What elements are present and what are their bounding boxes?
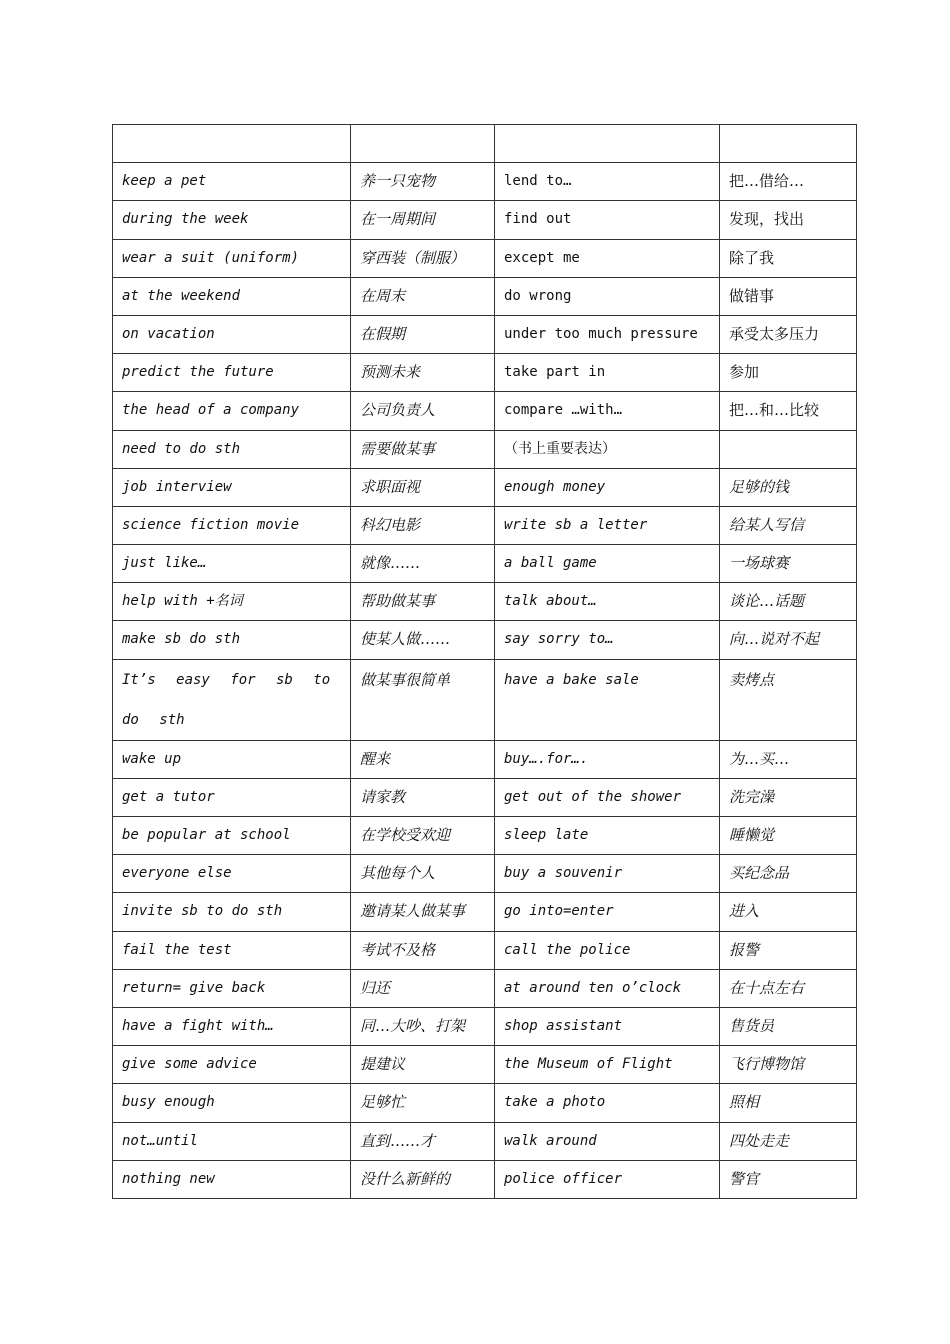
- table-row: [113, 1046, 857, 1084]
- table-row: [113, 315, 857, 353]
- table-row: [113, 354, 857, 392]
- table-row: [113, 659, 857, 740]
- english-phrase-cell: It’s easy for sb to do sth: [113, 659, 351, 740]
- chinese-meaning-cell: [720, 125, 857, 163]
- english-phrase-cell: say sorry to…: [495, 621, 720, 659]
- chinese-meaning-cell: 做某事很简单: [351, 659, 495, 740]
- chinese-meaning-cell: 使某人做……: [351, 621, 495, 659]
- table-row: [113, 468, 857, 506]
- chinese-meaning-cell: 一场球赛: [720, 545, 857, 583]
- english-phrase-cell: the Museum of Flight: [495, 1046, 720, 1084]
- table-row: [113, 430, 857, 468]
- chinese-meaning-cell: 预测未来: [351, 354, 495, 392]
- table-row: [113, 201, 857, 239]
- english-phrase-cell: a ball game: [495, 545, 720, 583]
- table-row: [113, 506, 857, 544]
- english-phrase-cell: shop assistant: [495, 1007, 720, 1045]
- table-row: [113, 163, 857, 201]
- english-phrase-cell: buy….for….: [495, 740, 720, 778]
- chinese-meaning-cell: 在周末: [351, 277, 495, 315]
- chinese-meaning-cell: 同…大吵、打架: [351, 1007, 495, 1045]
- english-phrase-cell: （书上重要表达）: [495, 430, 720, 468]
- table-row: [113, 545, 857, 583]
- english-phrase-cell: fail the test: [113, 931, 351, 969]
- chinese-meaning-cell: 飞行博物馆: [720, 1046, 857, 1084]
- chinese-meaning-cell: 照相: [720, 1084, 857, 1122]
- english-phrase-cell: find out: [495, 201, 720, 239]
- english-phrase-cell: buy a souvenir: [495, 855, 720, 893]
- table-row: [113, 778, 857, 816]
- vocabulary-table-body: [113, 125, 857, 1199]
- english-phrase-cell: keep a pet: [113, 163, 351, 201]
- english-phrase-cell: wear a suit (uniform): [113, 239, 351, 277]
- english-phrase-cell: have a fight with…: [113, 1007, 351, 1045]
- table-row: [113, 392, 857, 430]
- english-phrase-cell: do wrong: [495, 277, 720, 315]
- chinese-meaning-cell: 做错事: [720, 277, 857, 315]
- chinese-meaning-cell: 没什么新鲜的: [351, 1160, 495, 1198]
- chinese-meaning-cell: 养一只宠物: [351, 163, 495, 201]
- chinese-meaning-cell: 帮助做某事: [351, 583, 495, 621]
- english-phrase-cell: give some advice: [113, 1046, 351, 1084]
- chinese-meaning-cell: 求职面视: [351, 468, 495, 506]
- chinese-meaning-cell: 邀请某人做某事: [351, 893, 495, 931]
- chinese-meaning-cell: 公司负责人: [351, 392, 495, 430]
- english-phrase-cell: predict the future: [113, 354, 351, 392]
- english-phrase-cell: lend to…: [495, 163, 720, 201]
- english-phrase-cell: call the police: [495, 931, 720, 969]
- table-row: [113, 1007, 857, 1045]
- table-row: [113, 855, 857, 893]
- chinese-meaning-cell: 在假期: [351, 315, 495, 353]
- chinese-meaning-cell: 提建议: [351, 1046, 495, 1084]
- english-phrase-cell: help with +名词: [113, 583, 351, 621]
- table-row: [113, 893, 857, 931]
- chinese-meaning-cell: 归还: [351, 969, 495, 1007]
- table-row: [113, 125, 857, 163]
- english-phrase-cell: get out of the shower: [495, 778, 720, 816]
- chinese-meaning-cell: 睡懒觉: [720, 817, 857, 855]
- english-phrase-cell: police officer: [495, 1160, 720, 1198]
- chinese-meaning-cell: 洗完澡: [720, 778, 857, 816]
- chinese-meaning-cell: 发现，找出: [720, 201, 857, 239]
- chinese-meaning-cell: 除了我: [720, 239, 857, 277]
- english-phrase-cell: the head of a company: [113, 392, 351, 430]
- chinese-meaning-cell: 把…借给…: [720, 163, 857, 201]
- english-phrase-cell: during the week: [113, 201, 351, 239]
- chinese-meaning-cell: 参加: [720, 354, 857, 392]
- chinese-meaning-cell: 就像……: [351, 545, 495, 583]
- chinese-meaning-cell: 醒来: [351, 740, 495, 778]
- table-row: [113, 817, 857, 855]
- english-phrase-cell: go into=enter: [495, 893, 720, 931]
- english-phrase-cell: need to do sth: [113, 430, 351, 468]
- english-phrase-cell: sleep late: [495, 817, 720, 855]
- table-row: [113, 277, 857, 315]
- english-phrase-cell: just like…: [113, 545, 351, 583]
- english-phrase-cell: invite sb to do sth: [113, 893, 351, 931]
- chinese-meaning-cell: 警官: [720, 1160, 857, 1198]
- table-row: [113, 239, 857, 277]
- english-phrase-cell: everyone else: [113, 855, 351, 893]
- chinese-meaning-cell: 足够的钱: [720, 468, 857, 506]
- english-phrase-cell: job interview: [113, 468, 351, 506]
- english-phrase-cell: not…until: [113, 1122, 351, 1160]
- chinese-meaning-cell: 四处走走: [720, 1122, 857, 1160]
- english-phrase-cell: get a tutor: [113, 778, 351, 816]
- chinese-meaning-cell: 请家教: [351, 778, 495, 816]
- english-phrase-cell: take a photo: [495, 1084, 720, 1122]
- chinese-meaning-cell: [351, 125, 495, 163]
- english-phrase-cell: take part in: [495, 354, 720, 392]
- table-row: [113, 583, 857, 621]
- chinese-meaning-cell: 谈论…话题: [720, 583, 857, 621]
- chinese-meaning-cell: 把…和…比较: [720, 392, 857, 430]
- table-row: [113, 621, 857, 659]
- chinese-meaning-cell: 穿西装（制服）: [351, 239, 495, 277]
- english-phrase-cell: science fiction movie: [113, 506, 351, 544]
- english-phrase-cell: enough money: [495, 468, 720, 506]
- vocabulary-table: [112, 124, 857, 1199]
- chinese-meaning-cell: 足够忙: [351, 1084, 495, 1122]
- chinese-meaning-cell: 进入: [720, 893, 857, 931]
- chinese-meaning-cell: 给某人写信: [720, 506, 857, 544]
- chinese-meaning-cell: 卖烤点: [720, 659, 857, 740]
- english-phrase-cell: [495, 125, 720, 163]
- english-phrase-cell: at around ten o’clock: [495, 969, 720, 1007]
- english-phrase-cell: nothing new: [113, 1160, 351, 1198]
- english-phrase-cell: have a bake sale: [495, 659, 720, 740]
- chinese-meaning-cell: 科幻电影: [351, 506, 495, 544]
- table-row: [113, 1160, 857, 1198]
- table-row: [113, 1084, 857, 1122]
- english-phrase-cell: under too much pressure: [495, 315, 720, 353]
- table-row: [113, 931, 857, 969]
- english-phrase-cell: return= give back: [113, 969, 351, 1007]
- english-phrase-cell: make sb do sth: [113, 621, 351, 659]
- english-phrase-cell: busy enough: [113, 1084, 351, 1122]
- chinese-meaning-cell: 在学校受欢迎: [351, 817, 495, 855]
- chinese-meaning-cell: 向…说对不起: [720, 621, 857, 659]
- chinese-meaning-cell: 在一周期间: [351, 201, 495, 239]
- chinese-meaning-cell: 考试不及格: [351, 931, 495, 969]
- english-phrase-cell: wake up: [113, 740, 351, 778]
- table-row: [113, 1122, 857, 1160]
- english-phrase-cell: compare …with…: [495, 392, 720, 430]
- english-phrase-cell: walk around: [495, 1122, 720, 1160]
- english-phrase-cell: on vacation: [113, 315, 351, 353]
- chinese-meaning-cell: 买纪念品: [720, 855, 857, 893]
- chinese-meaning-cell: 需要做某事: [351, 430, 495, 468]
- table-row: [113, 740, 857, 778]
- english-phrase-cell: except me: [495, 239, 720, 277]
- english-phrase-cell: talk about…: [495, 583, 720, 621]
- chinese-meaning-cell: 为…买…: [720, 740, 857, 778]
- english-phrase-cell: [113, 125, 351, 163]
- english-phrase-cell: write sb a letter: [495, 506, 720, 544]
- english-phrase-cell: at the weekend: [113, 277, 351, 315]
- chinese-meaning-cell: 在十点左右: [720, 969, 857, 1007]
- chinese-meaning-cell: [720, 430, 857, 468]
- chinese-meaning-cell: 承受太多压力: [720, 315, 857, 353]
- table-row: [113, 969, 857, 1007]
- chinese-meaning-cell: 报警: [720, 931, 857, 969]
- chinese-meaning-cell: 其他每个人: [351, 855, 495, 893]
- chinese-meaning-cell: 直到……才: [351, 1122, 495, 1160]
- english-phrase-cell: be popular at school: [113, 817, 351, 855]
- chinese-meaning-cell: 售货员: [720, 1007, 857, 1045]
